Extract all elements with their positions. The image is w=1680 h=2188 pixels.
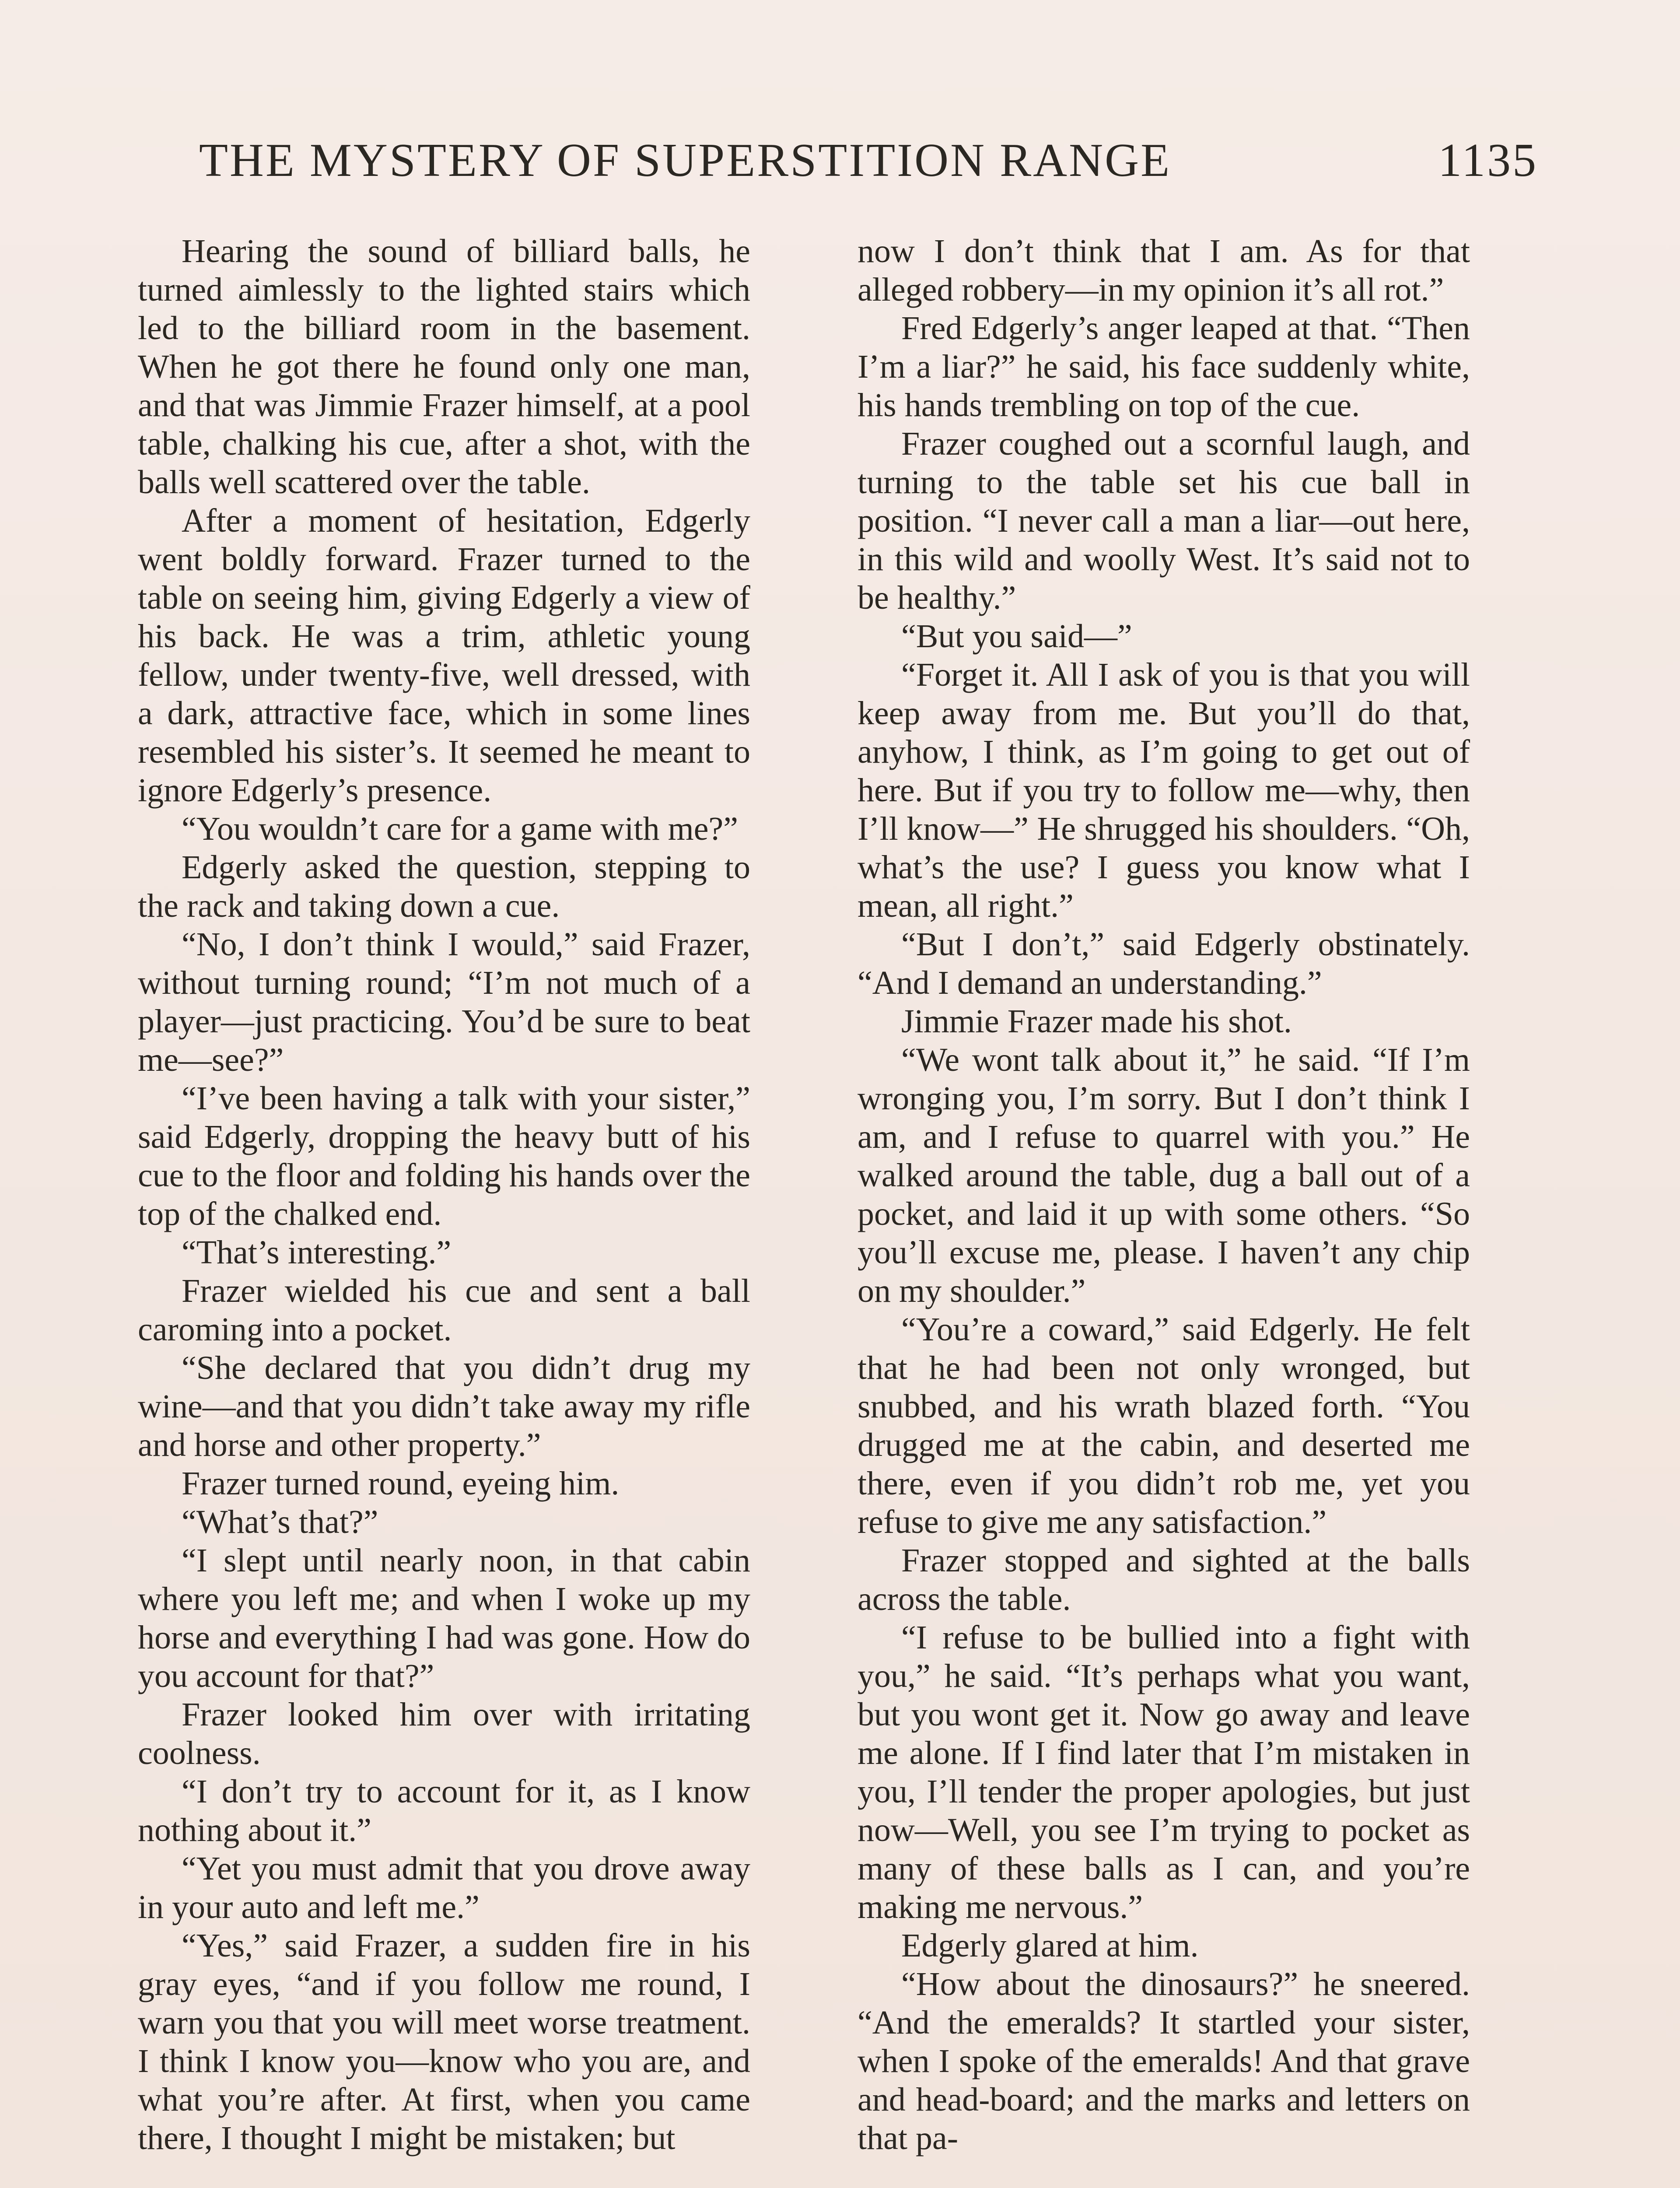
paragraph: “Yet you must admit that you drove away in your auto and left me.” [138,1850,750,1925]
paragraph: “But you said—” [901,618,1132,655]
paragraph: “Forget it. All I ask of you is that you will keep away from me. But you’ll do that, anyhow, I think, as I’m going to get out of here. But if you try to follow me—why, then I’ll know—” He shrugged his shoulders. “Oh, what’s the use? I guess you know what I mean, all right.” [858,656,1470,924]
paragraph: Edgerly asked the question, stepping to the rack and taking down a cue. [138,849,750,924]
paragraph: Edgerly glared at him. [901,1927,1199,1964]
paragraph: “What’s that?” [182,1504,378,1540]
paragraph: After a moment of hesitation, Edgerly went boldly forward. Frazer turned to the table on seeing him, giving Edgerly a view of his back. He was a trim, athletic young fellow, under twenty-five, well dressed, with a dark, attractive face, which in some lines resembled his sister’s. It seemed he meant to ignore Edgerly’s presence. [138,502,750,809]
paragraph: Frazer stopped and sighted at the balls across the table. [858,1542,1470,1617]
paragraph: “That’s interesting.” [182,1234,452,1271]
text-column-right [858,232,1470,2157]
paragraph: “Yes,” said Frazer, a sudden fire in his gray eyes, “and if you follow me round, I warn you that you will meet worse treatment. I think I know you—know who you are, and what you’re after. At first, when you came there, I thought I might be mistaken; but [138,1927,750,2156]
paragraph: “But I don’t,” said Edgerly obstinately. “And I demand an understanding.” [858,926,1470,1001]
paragraph: “She declared that you didn’t drug my wine—and that you didn’t take away my rifle and horse and other property.” [138,1350,750,1463]
paragraph: “I’ve been having a talk with your sister,” said Edgerly, dropping the heavy butt of his cue to the floor and folding his hands over the top of the chalked end. [138,1080,750,1232]
paragraph: Fred Edgerly’s anger leaped at that. “Then I’m a liar?” he said, his face suddenly white, his hands trembling on top of the cue. [858,310,1470,424]
paragraph: “No, I don’t think I would,” said Frazer, without turning round; “I’m not much of a player—just practicing. You’d be sure to beat me—see?” [138,926,750,1078]
paragraph: “I slept until nearly noon, in that cabin where you left me; and when I woke up my horse and everything I had was gone. How do you account for that?” [138,1542,750,1694]
paragraph: “You’re a coward,” said Edgerly. He felt that he had been not only wronged, but snubbed, and his wrath blazed forth. “You drugged me at the cabin, and deserted me there, even if you didn’t rob me, yet you refuse to give me any satisfaction.” [858,1311,1470,1540]
paragraph: “How about the dinosaurs?” he sneered. “And the emeralds? It startled your sister, when I spoke of the emeralds! And that grave and head-board; and the marks and letters on that pa- [858,1966,1470,2156]
paragraph: “I don’t try to account for it, as I know nothing about it.” [138,1773,750,1848]
paragraph: Frazer coughed out a scornful laugh, and turning to the table set his cue ball in position. “I never call a man a liar—out here, in this wild and woolly West. It’s said not to be healthy.” [858,425,1470,616]
paragraph: “You wouldn’t care for a game with me?” [182,810,738,847]
running-header [199,132,1538,189]
paragraph: “I refuse to be bullied into a fight with you,” he said. “It’s perhaps what you want, but you wont get it. Now go away and leave me alone. If I find later that I’m mistaken in you, I’ll tender the proper apologies, but just now—Well, you see I’m trying to pocket as many of these balls as I can, and you’re making me nervous.” [858,1619,1470,1925]
paragraph: Frazer wielded his cue and sent a ball caroming into a pocket. [138,1273,750,1348]
page-number: 1135 [1438,134,1538,186]
paragraph: Frazer turned round, eyeing him. [182,1465,620,1502]
header-title: THE MYSTERY OF SUPERSTITION RANGE [199,134,1172,186]
paragraph: Jimmie Frazer made his shot. [901,1003,1292,1040]
paragraph: now I don’t think that I am. As for that alleged robbery—in my opinion it’s all rot.” [858,233,1470,308]
text-column-left [138,232,750,2157]
paragraph: “We wont talk about it,” he said. “If I’m wronging you, I’m sorry. But I don’t think I am, and I refuse to quarrel with you.” He walked around the table, dug a ball out of a pocket, and laid it up with some others. “So you’ll excuse me, please. I haven’t any chip on my shoulder.” [858,1041,1470,1309]
paragraph: Hearing the sound of billiard balls, he turned aimlessly to the lighted stairs which led to the billiard room in the basement. When he got there he found only one man, and that was Jimmie Frazer himself, at a pool table, chalking his cue, after a shot, with the balls well scattered over the table. [138,233,750,501]
paragraph: Frazer looked him over with irritating coolness. [138,1696,750,1771]
